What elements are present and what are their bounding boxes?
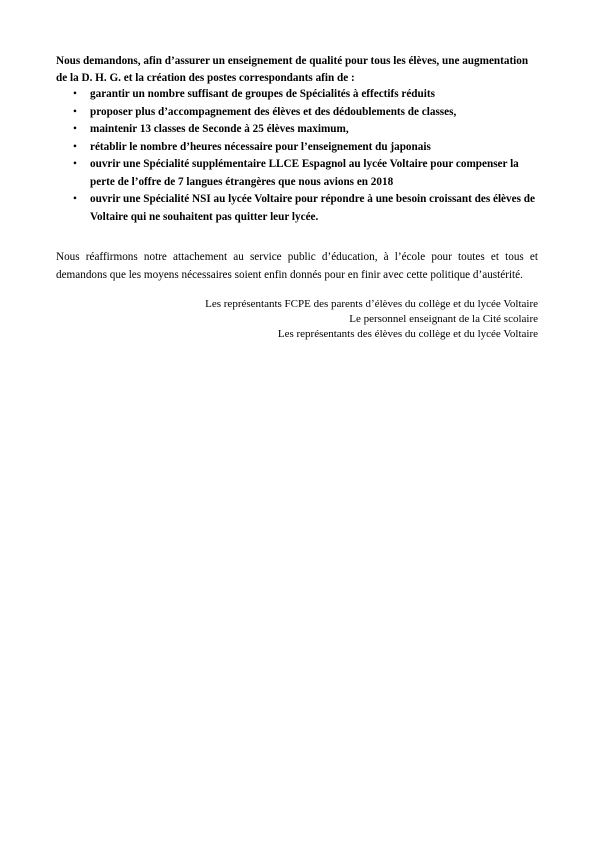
demand-text: proposer plus d’accompagnement des élèves et des dédoublements de classes, [90,105,457,118]
bullet-icon: • [73,123,77,135]
list-item [56,139,538,157]
bullet-icon: • [73,88,77,100]
list-item [56,121,538,139]
demand-text: ouvrir une Spécialité NSI au lycée Voltaire pour répondre à une besoin croissant des élèves de Voltaire qui ne souhaitent pas quitter leur lycée. [90,193,535,223]
signature-line-students: Les représentants des élèves du collège et du lycée Voltaire [277,328,538,341]
signature-line-teachers: Le personnel enseignant de la Cité scolaire [349,313,538,326]
signature-block [56,297,538,343]
bullet-icon: • [73,105,77,118]
closing-paragraph: Nous réaffirmons notre attachement au service public d’éducation, à l’école pour toutes et tous et demandons que les moyens nécessaires soient enfin donnés pour en finir avec cette politique d’austérité. [56,251,538,282]
signature-line-parents: Les représentants FCPE des parents d’élèves du collège et du lycée Voltaire [205,297,538,310]
list-item [56,104,538,122]
demand-text: ouvrir une Spécialité supplémentaire LLCE Espagnol au lycée Voltaire pour compenser la perte de l’offre de 7 langues étrangères que nous avions en 2018 [90,158,519,188]
document-page [56,53,538,342]
demand-text: rétablir le nombre d’heures nécessaire pour l’enseignement du japonais [90,140,431,153]
list-item [56,86,538,104]
bullet-icon: • [73,140,77,153]
list-item [56,156,538,191]
list-item [56,191,538,226]
demand-text: garantir un nombre suffisant de groupes de Spécialités à effectifs réduits [90,88,435,100]
bullet-icon: • [73,158,77,170]
demand-text: maintenir 13 classes de Seconde à 25 élèves maximum, [90,123,349,135]
bullet-icon: • [73,193,77,205]
demands-list [56,86,538,226]
intro-paragraph: Nous demandons, afin d’assurer un enseignement de qualité pour tous les élèves, une augmentation de la D. H. G. et la création des postes correspondants afin de : [56,55,529,84]
